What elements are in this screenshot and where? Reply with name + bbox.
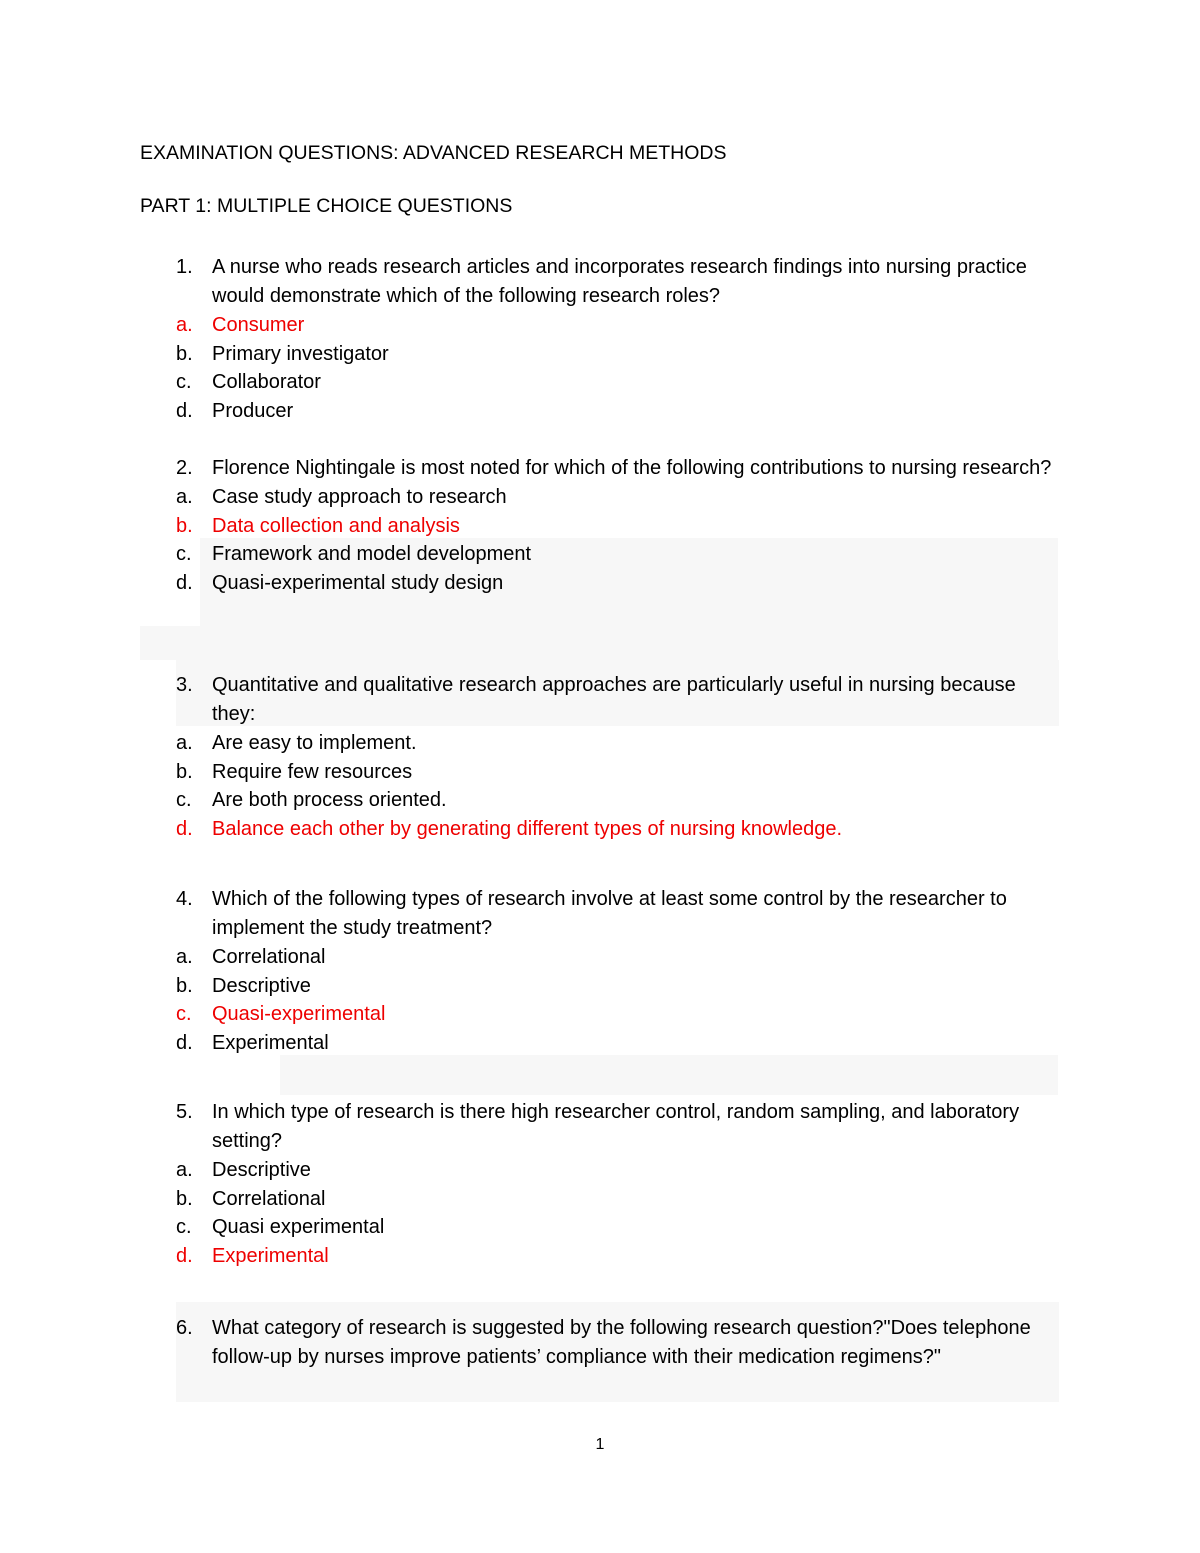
answer-option [140, 729, 1060, 758]
answer-option [140, 540, 1060, 569]
option-letter: c. [176, 543, 192, 566]
question-3 [140, 671, 1060, 844]
option-letter: c. [176, 1216, 192, 1239]
question-number: 1. [176, 256, 193, 278]
option-text: Quasi-experimental study design [212, 572, 504, 595]
option-text: Experimental [212, 1245, 329, 1268]
answer-option [140, 569, 1060, 598]
option-letter: d. [176, 572, 193, 595]
answer-option [140, 512, 1060, 541]
option-text: Descriptive [212, 974, 311, 997]
option-text: Descriptive [212, 1159, 311, 1181]
answer-option [140, 340, 1060, 369]
question-number: 3. [176, 674, 193, 696]
option-letter: c. [176, 371, 192, 394]
question-text: Florence Nightingale is most noted for which of the following contributions to nursing research? [212, 457, 1052, 479]
option-text: Data collection and analysis [212, 514, 460, 537]
option-text: Quasi experimental [212, 1216, 385, 1239]
option-letter: b. [176, 514, 193, 537]
question-text: In which type of research is there high researcher control, random sampling, and laboratory setting? [212, 1101, 1020, 1152]
highlight-band [280, 1055, 1058, 1095]
option-text: Producer [212, 400, 294, 423]
option-letter: b. [176, 342, 193, 365]
answer-option [140, 1000, 1060, 1029]
option-text: Framework and model development [212, 543, 532, 566]
question-number: 5. [176, 1101, 193, 1123]
question-1 [140, 253, 1060, 426]
option-text: Quasi-experimental [212, 1003, 386, 1026]
answer-option [140, 815, 1060, 844]
option-letter: b. [176, 760, 193, 783]
option-letter: d. [176, 400, 193, 423]
question-text: What category of research is suggested by the following research question?"Does telephone follow-up by nurses improve patients’ compliance with their medication regimens?" [212, 1317, 1031, 1368]
question-stem [140, 253, 1060, 311]
answer-option [140, 368, 1060, 397]
option-letter: c. [176, 789, 192, 812]
option-letter: b. [176, 1187, 193, 1210]
question-stem [140, 671, 1060, 729]
answer-option [140, 1213, 1060, 1242]
answer-option [140, 1242, 1060, 1271]
option-text: Collaborator [212, 371, 321, 394]
option-letter: a. [176, 314, 193, 336]
question-text: A nurse who reads research articles and incorporates research findings into nursing practice would demonstrate which of the following research roles? [212, 256, 1027, 307]
answer-option [140, 758, 1060, 787]
question-stem [140, 1098, 1060, 1156]
question-2 [140, 454, 1060, 598]
answer-option [140, 483, 1060, 512]
part-heading: PART 1: MULTIPLE CHOICE QUESTIONS [140, 195, 513, 217]
document-title: EXAMINATION QUESTIONS: ADVANCED RESEARCH METHODS [140, 142, 727, 164]
question-number: 2. [176, 457, 193, 479]
question-5 [140, 1098, 1060, 1271]
question-stem [140, 1314, 1060, 1372]
question-text: Which of the following types of research involve at least some control by the researcher to implement the study treatment? [212, 888, 1007, 939]
option-text: Case study approach to research [212, 486, 507, 508]
answer-option [140, 786, 1060, 815]
option-text: Correlational [212, 946, 326, 968]
option-letter: d. [176, 1245, 193, 1268]
option-letter: b. [176, 974, 193, 997]
answer-option [140, 1029, 1060, 1058]
answer-option [140, 397, 1060, 426]
question-6 [140, 1314, 1060, 1372]
option-text: Primary investigator [212, 342, 389, 365]
answer-option [140, 943, 1060, 972]
question-stem [140, 885, 1060, 943]
answer-option [140, 972, 1060, 1001]
question-number: 6. [176, 1317, 193, 1339]
option-text: Are easy to implement. [212, 732, 417, 754]
question-number: 4. [176, 888, 193, 910]
option-letter: a. [176, 1159, 193, 1181]
option-letter: a. [176, 486, 193, 508]
question-text: Quantitative and qualitative research approaches are particularly useful in nursing because they: [212, 674, 1016, 725]
answer-option [140, 1156, 1060, 1185]
option-text: Experimental [212, 1032, 329, 1055]
page-number: 1 [595, 1436, 605, 1453]
option-letter: d. [176, 818, 193, 841]
option-text: Correlational [212, 1187, 326, 1210]
option-letter: a. [176, 732, 193, 754]
option-text: Consumer [212, 314, 305, 336]
answer-option [140, 1185, 1060, 1214]
option-letter: c. [176, 1003, 192, 1026]
option-letter: a. [176, 946, 193, 968]
answer-option [140, 311, 1060, 340]
option-text: Balance each other by generating different types of nursing knowledge. [212, 818, 843, 841]
option-text: Are both process oriented. [212, 789, 447, 812]
option-letter: d. [176, 1032, 193, 1055]
question-stem [140, 454, 1060, 483]
highlight-band [140, 626, 1058, 660]
question-4 [140, 885, 1060, 1058]
option-text: Require few resources [212, 760, 413, 783]
